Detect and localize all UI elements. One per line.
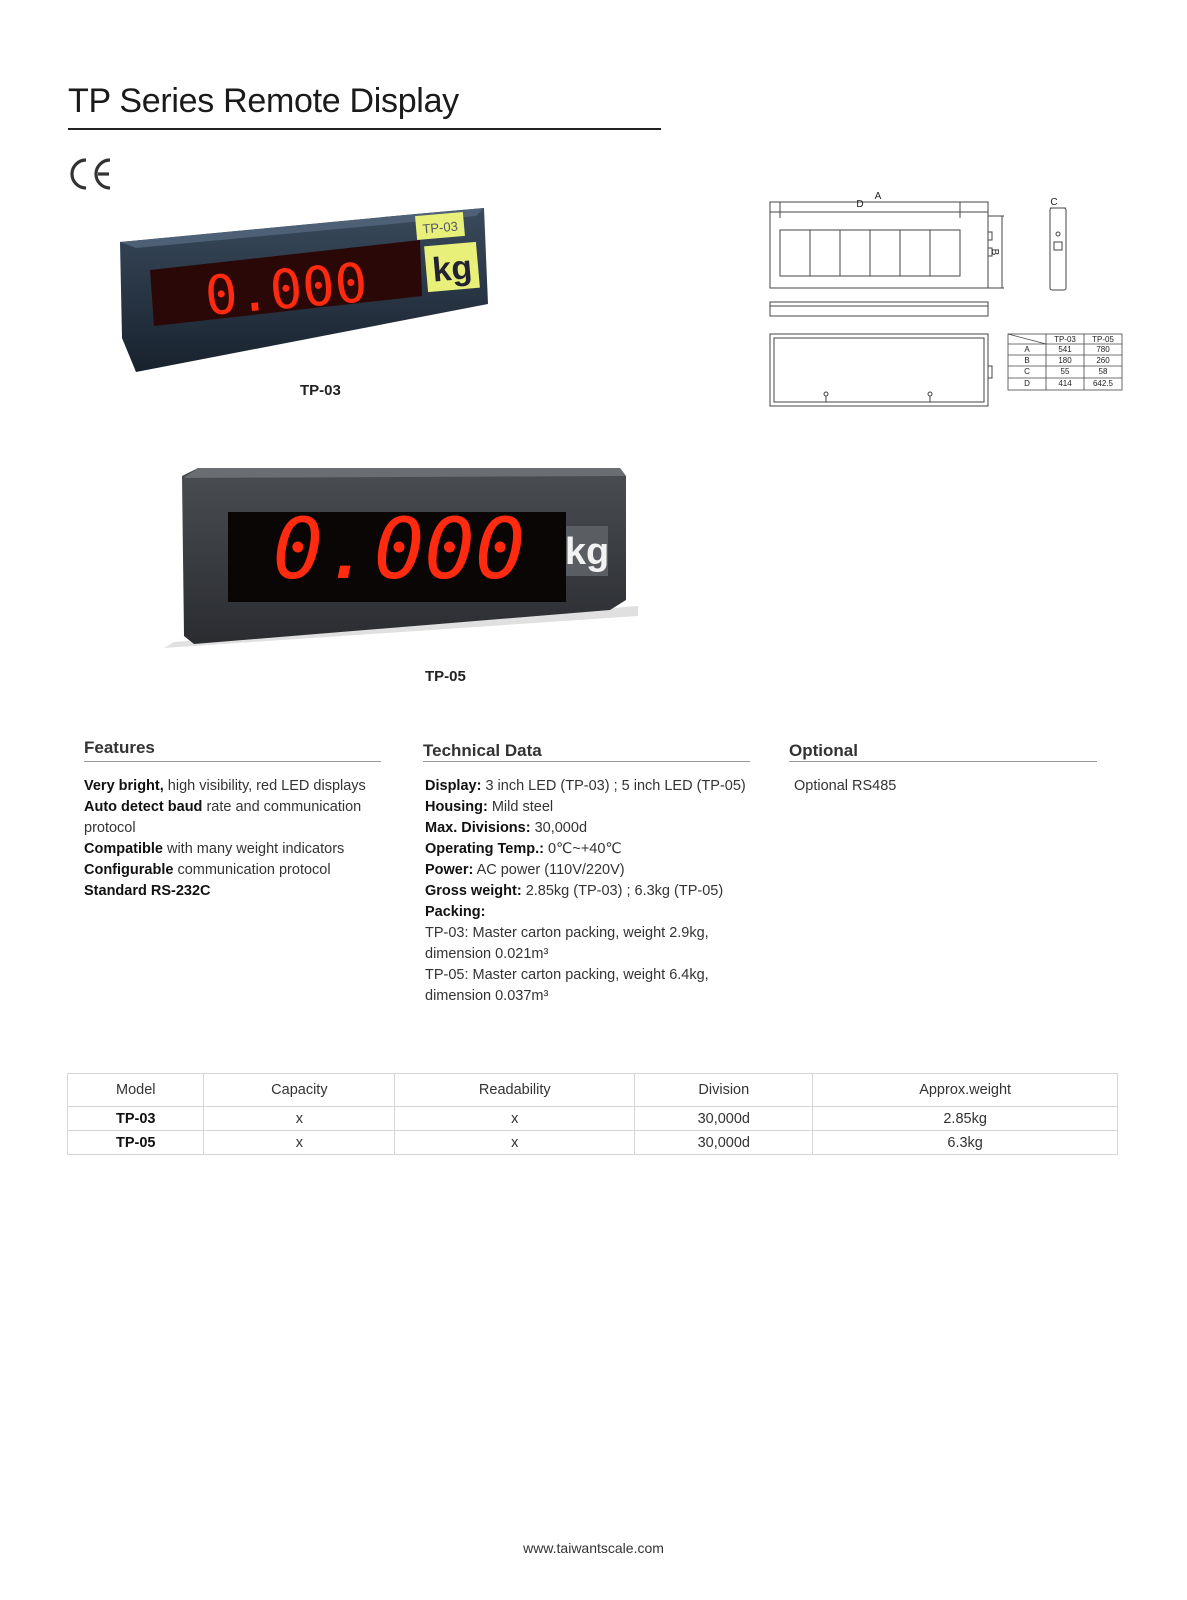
- table-cell: x: [204, 1131, 395, 1155]
- tech-item: Operating Temp.: 0℃~+40℃: [425, 841, 622, 857]
- tech-item: Display: 3 inch LED (TP-03) ; 5 inch LED (TP-05): [425, 778, 746, 794]
- footer-url: www.taiwantscale.com: [523, 1540, 664, 1556]
- table-cell: x: [204, 1107, 395, 1131]
- technical-data-rule: [423, 761, 750, 762]
- table-cell: 2.85kg: [813, 1107, 1118, 1131]
- technical-data-heading: Technical Data: [423, 741, 542, 760]
- feature-item: Very bright, high visibility, red LED displays: [84, 778, 366, 794]
- tp03-product-image: [116, 208, 492, 378]
- feature-item: Standard RS-232C: [84, 883, 211, 899]
- tp03-model-badge: TP-03: [421, 218, 459, 237]
- dim-table-header: TP-05: [1092, 335, 1114, 344]
- tp05-led-digits: 0.000: [272, 500, 526, 598]
- dim-label-b: B: [989, 248, 1000, 256]
- tp03-unit-label: kg: [430, 248, 474, 290]
- table-cell: 6.3kg: [813, 1131, 1118, 1155]
- col-readability: Readability: [395, 1074, 635, 1107]
- feature-item: Configurable communication protocol: [84, 862, 331, 878]
- dim-table-cell: D: [1024, 379, 1030, 388]
- table-row: [68, 1107, 1118, 1131]
- optional-text: Optional RS485: [794, 778, 897, 794]
- technical-data-list: [425, 776, 765, 1007]
- tp05-product-image: [164, 466, 644, 652]
- dim-table-cell: 55: [1060, 367, 1070, 376]
- features-heading: Features: [84, 738, 155, 757]
- dim-table-cell: 780: [1096, 345, 1110, 354]
- dim-label-d: D: [856, 199, 864, 210]
- title-rule: [68, 128, 661, 130]
- optional-heading: Optional: [789, 741, 858, 760]
- feature-item: Compatible with many weight indicators: [84, 841, 345, 857]
- table-cell: TP-05: [68, 1131, 204, 1155]
- tech-item: TP-05: Master carton packing, weight 6.4kg, dimension 0.037m³: [425, 967, 709, 1004]
- tech-item: TP-03: Master carton packing, weight 2.9kg, dimension 0.021m³: [425, 925, 709, 962]
- spec-table: [67, 1073, 1118, 1155]
- dim-table-cell: 260: [1096, 356, 1110, 365]
- dim-table-cell: 58: [1098, 367, 1108, 376]
- tp05-caption: TP-05: [425, 668, 466, 685]
- feature-item: Auto detect baud rate and communication protocol: [84, 799, 362, 836]
- ce-mark-icon: [68, 156, 114, 192]
- col-capacity: Capacity: [204, 1074, 395, 1107]
- tech-item: Max. Divisions: 30,000d: [425, 820, 588, 836]
- dimension-drawing: [768, 190, 1130, 420]
- dim-table-cell: C: [1024, 367, 1030, 376]
- spec-table-header-row: [68, 1074, 1118, 1107]
- dim-label-c: C: [1050, 197, 1058, 208]
- features-list: [84, 776, 394, 902]
- tech-item: Power: AC power (110V/220V): [425, 862, 625, 878]
- dim-table-cell: 642.5: [1092, 379, 1114, 388]
- col-model: Model: [68, 1074, 204, 1107]
- table-cell: 30,000d: [635, 1131, 813, 1155]
- dim-table-cell: A: [1024, 345, 1030, 354]
- optional-rule: [789, 761, 1097, 762]
- tp03-caption: TP-03: [300, 382, 341, 399]
- dim-table-header: TP-03: [1054, 335, 1076, 344]
- dim-table-cell: B: [1024, 356, 1030, 365]
- dim-table-cell: 180: [1058, 356, 1072, 365]
- table-cell: x: [395, 1131, 635, 1155]
- table-row: [68, 1131, 1118, 1155]
- dim-table-cell: 414: [1058, 379, 1072, 388]
- tech-item: Gross weight: 2.85kg (TP-03) ; 6.3kg (TP-05): [425, 883, 724, 899]
- tech-item: Housing: Mild steel: [425, 799, 554, 815]
- tech-item: Packing:: [425, 904, 486, 920]
- features-rule: [84, 761, 381, 762]
- table-cell: 30,000d: [635, 1107, 813, 1131]
- dim-label-a: A: [874, 191, 882, 202]
- page-title: TP Series Remote Display: [68, 82, 459, 120]
- dimension-table: [1008, 334, 1122, 390]
- table-cell: TP-03: [68, 1107, 204, 1131]
- col-division: Division: [635, 1074, 813, 1107]
- tp05-unit-label: kg: [564, 531, 610, 573]
- col-approx-weight: Approx.weight: [813, 1074, 1118, 1107]
- tp03-led-digits: 0.000: [202, 251, 370, 328]
- dim-table-cell: 541: [1058, 345, 1072, 354]
- table-cell: x: [395, 1107, 635, 1131]
